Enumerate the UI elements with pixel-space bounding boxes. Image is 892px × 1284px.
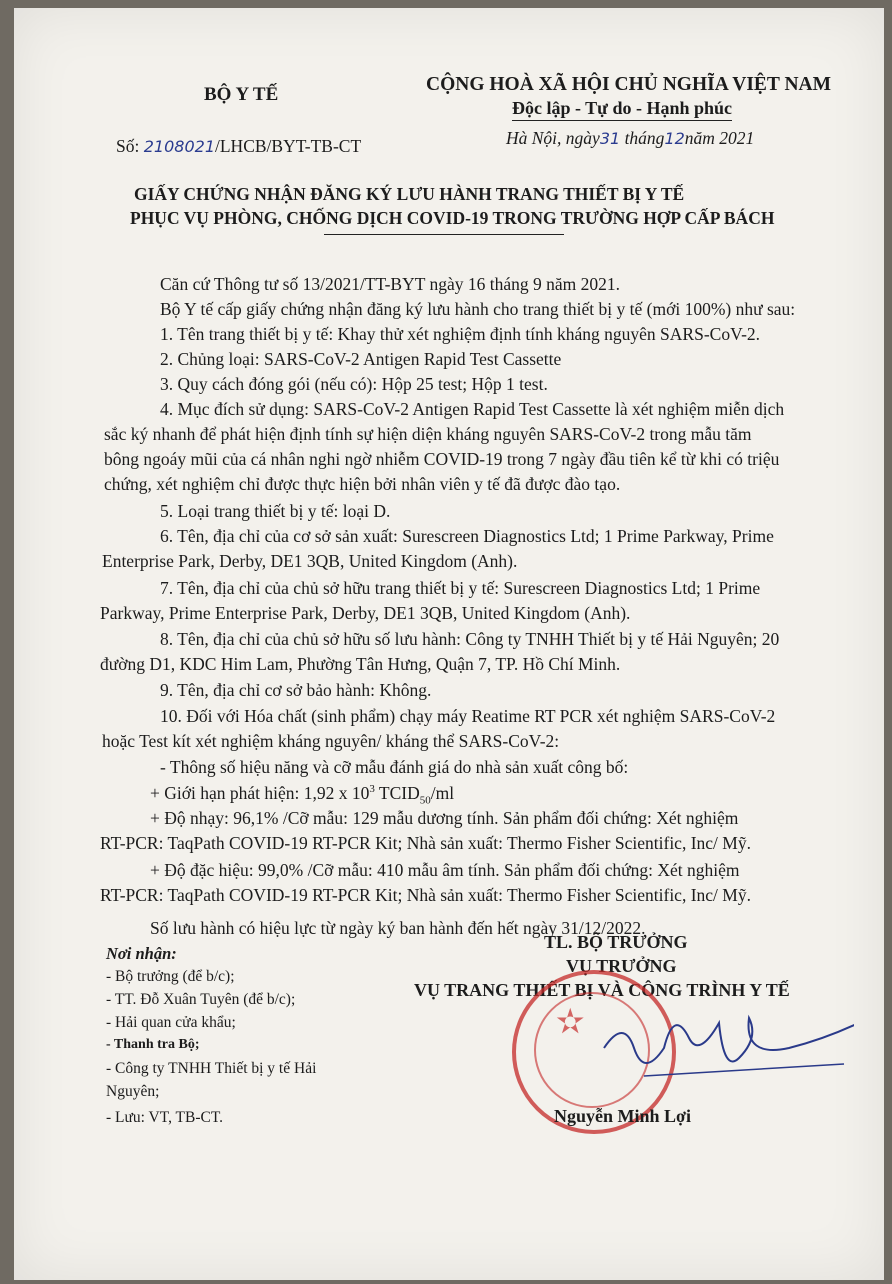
title-underline: [324, 234, 564, 235]
item-2: 2. Chủng loại: SARS-CoV-2 Antigen Rapid Test Cassette: [160, 349, 562, 369]
item-5: 5. Loại trang thiết bị y tế: loại D.: [160, 501, 391, 521]
title-line-1: GIẤY CHỨNG NHẬN ĐĂNG KÝ LƯU HÀNH TRANG THIẾT BỊ Y TẾ: [134, 184, 685, 204]
recipient-item: - Thanh tra Bộ;: [106, 1037, 200, 1052]
signature-scribble-icon: [574, 998, 854, 1098]
item-4-line-2: sắc ký nhanh để phát hiện định tính sự hiện diện kháng nguyên SARS-CoV-2 trong mẫu tăm: [104, 424, 752, 444]
recipient-item: - TT. Đỗ Xuân Tuyên (để b/c);: [106, 991, 296, 1008]
date-day: 31: [599, 129, 621, 148]
item-10-line-1: 10. Đối với Hóa chất (sinh phẩm) chạy máy Reatime RT PCR xét nghiệm SARS-CoV-2: [160, 706, 776, 726]
item-4-line-1: 4. Mục đích sử dụng: SARS-CoV-2 Antigen Rapid Test Cassette là xét nghiệm miễn dịch: [160, 399, 785, 419]
item-4-line-4: chứng, xét nghiệm chỉ được thực hiện bởi nhân viên y tế đã được đào tạo.: [104, 474, 621, 494]
recipient-item: - Công ty TNHH Thiết bị y tế Hải: [106, 1060, 317, 1077]
document-sheet: [14, 8, 884, 1280]
recipient-item: - Lưu: VT, TB-CT.: [106, 1109, 224, 1126]
number-handwritten: 2108021: [143, 137, 215, 156]
item-8-line-2: đường D1, KDC Him Lam, Phường Tân Hưng, Quận 7, TP. Hồ Chí Minh.: [100, 654, 621, 674]
item-6-line-1: 6. Tên, địa chỉ của cơ sở sản xuất: Surescreen Diagnostics Ltd; 1 Prime Parkway, Prime: [160, 526, 774, 546]
lod-prefix: + Giới hạn phát hiện: 1,92 x 10: [150, 783, 370, 803]
lod-suffix: /ml: [430, 783, 455, 803]
specificity-line-1: + Độ đặc hiệu: 99,0% /Cỡ mẫu: 410 mẫu âm tính. Sản phẩm đối chứng: Xét nghiệm: [150, 860, 740, 880]
document-number: [116, 136, 361, 157]
number-label: Số:: [116, 136, 140, 156]
basis-line: Căn cứ Thông tư số 13/2021/TT-BYT ngày 16 tháng 9 năm 2021.: [160, 274, 621, 294]
intro-line: Bộ Y tế cấp giấy chứng nhận đăng ký lưu hành cho trang thiết bị y tế (mới 100%) như sau:: [160, 299, 796, 319]
motto: Độc lập - Tự do - Hạnh phúc: [512, 98, 732, 121]
seal-star-icon: ✫: [556, 1004, 585, 1041]
lod-unit: TCID: [374, 783, 420, 803]
item-8-line-1: 8. Tên, địa chỉ của chủ sở hữu số lưu hành: Công ty TNHH Thiết bị y tế Hải Nguyên; 20: [160, 629, 780, 649]
performance-heading: - Thông số hiệu năng và cỡ mẫu đánh giá do nhà sản xuất công bố:: [160, 757, 629, 777]
lod-subscript: 50: [419, 794, 431, 807]
date-year: năm 2021: [684, 128, 755, 148]
ministry-name: BỘ Y TẾ: [204, 84, 279, 105]
signer-department: VỤ TRANG THIẾT BỊ VÀ CÔNG TRÌNH Y TẾ: [414, 980, 790, 1000]
limit-of-detection: [150, 783, 454, 807]
date-month: 12: [664, 129, 685, 148]
item-9: 9. Tên, địa chỉ cơ sở bảo hành: Không.: [160, 680, 432, 700]
item-7-line-1: 7. Tên, địa chỉ của chủ sở hữu trang thiết bị y tế: Surescreen Diagnostics Ltd; 1 Prime: [160, 578, 761, 598]
item-4-line-3: bông ngoáy mũi của cá nhân nghi ngờ nhiễm COVID-19 trong 7 ngày đầu tiên kể từ khi có triệu: [104, 449, 780, 469]
item-6-line-2: Enterprise Park, Derby, DE1 3QB, United Kingdom (Anh).: [102, 551, 518, 571]
issue-date: [506, 128, 754, 149]
country-name: CỘNG HOÀ XÃ HỘI CHỦ NGHĨA VIỆT NAM: [426, 74, 832, 95]
item-10-line-2: hoặc Test kít xét nghiệm kháng nguyên/ kháng thể SARS-CoV-2:: [102, 731, 560, 751]
item-7-line-2: Parkway, Prime Enterprise Park, Derby, DE1 3QB, United Kingdom (Anh).: [100, 603, 631, 623]
recipients-heading: Nơi nhận:: [106, 944, 177, 963]
recipient-item: - Bộ trưởng (để b/c);: [106, 968, 235, 985]
item-1: 1. Tên trang thiết bị y tế: Khay thử xét nghiệm định tính kháng nguyên SARS-CoV-2.: [160, 324, 761, 344]
date-prefix: Hà Nội, ngày: [506, 128, 600, 148]
sensitivity-line-1: + Độ nhạy: 96,1% /Cỡ mẫu: 129 mẫu dương tính. Sản phẩm đối chứng: Xét nghiệm: [150, 808, 739, 828]
validity-line: Số lưu hành có hiệu lực từ ngày ký ban hành đến hết ngày 31/12/2022.: [150, 918, 646, 938]
sensitivity-line-2: RT-PCR: TaqPath COVID-19 RT-PCR Kit; Nhà sản xuất: Thermo Fisher Scientific, Inc/ Mỹ.: [100, 833, 751, 853]
recipient-item: - Hải quan cửa khẩu;: [106, 1014, 236, 1031]
specificity-line-2: RT-PCR: TaqPath COVID-19 RT-PCR Kit; Nhà sản xuất: Thermo Fisher Scientific, Inc/ Mỹ.: [100, 885, 751, 905]
item-3: 3. Quy cách đóng gói (nếu có): Hộp 25 test; Hộp 1 test.: [160, 374, 548, 394]
signer-title-1: TL. BỘ TRƯỞNG: [544, 932, 688, 952]
recipient-item: Nguyên;: [106, 1083, 160, 1100]
signer-name: Nguyễn Minh Lợi: [554, 1106, 691, 1126]
lod-exponent: 3: [369, 783, 375, 796]
signer-title-2: VỤ TRƯỞNG: [566, 956, 677, 976]
title-line-2: PHỤC VỤ PHÒNG, CHỐNG DỊCH COVID-19 TRONG TRƯỜNG HỢP CẤP BÁCH: [130, 208, 775, 228]
number-suffix: /LHCB/BYT-TB-CT: [215, 136, 362, 156]
date-month-label: tháng: [624, 128, 665, 148]
